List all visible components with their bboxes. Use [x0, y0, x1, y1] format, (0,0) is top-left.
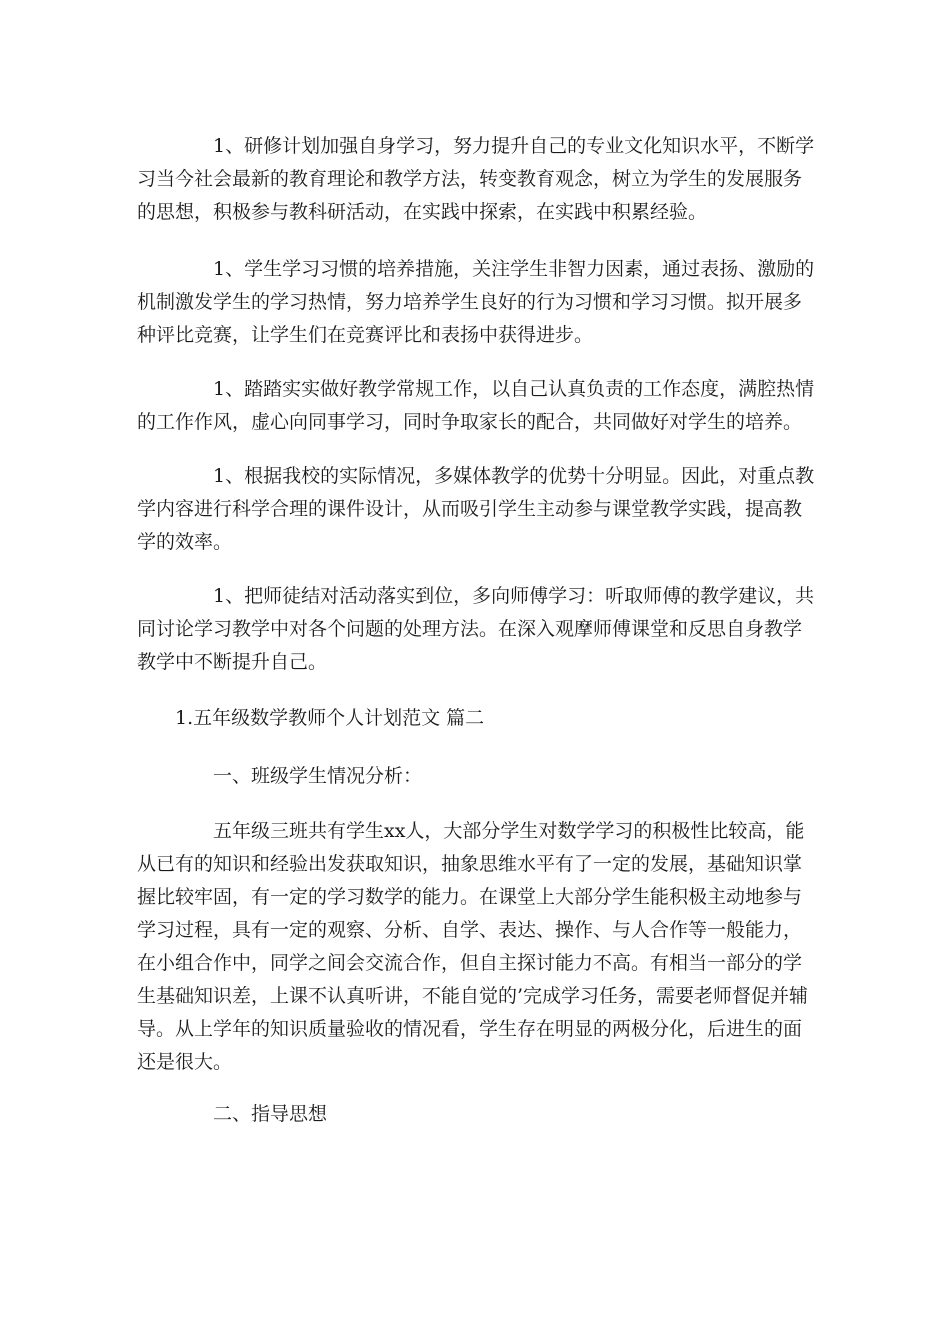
- paragraph-1: 1、研修计划加强自身学习，努力提升自己的专业文化知识水平，不断学习当今社会最新的教育理论和教学方法，转变教育观念，树立为学生的发展服务的思想，积极参与教科研活动，在实践中探索，在实践中积累经验。: [137, 135, 815, 223]
- subheading-guiding-thought: 二、指导思想: [213, 1103, 328, 1125]
- subheading-student-analysis: 一、班级学生情况分析：: [213, 765, 423, 787]
- paragraph-2: 1、学生学习习惯的培养措施，关注学生非智力因素，通过表扬、激励的机制激发学生的学习热情，努力培养学生良好的行为习惯和学习习惯。拟开展多种评比竞赛，让学生们在竞赛评比和表扬中获得进步。: [137, 258, 815, 346]
- paragraph-4: 1、根据我校的实际情况，多媒体教学的优势十分明显。因此，对重点教学内容进行科学合理的课件设计，从而吸引学生主动参与课堂教学实践，提高教学的效率。: [137, 465, 815, 553]
- analysis-paragraph: 五年级三班共有学生xx人，大部分学生对数学学习的积极性比较高，能从已有的知识和经验出发获取知识，抽象思维水平有了一定的发展，基础知识掌握比较牢固，有一定的学习数学的能力。在课堂上大部分学生能积极主动地参与学习过程，具有一定的观察、分析、自学、表达、操作、与人合作等一般能力，在小组合作中，同学之间会交流合作，但自主探讨能力不高。有相当一部分的学生基础知识差，上课不认真听讲，不能自觉的’完成学习任务，需要老师督促并辅导。从上学年的知识质量验收的情况看，学生存在明显的两极分化，后进生的面还是很大。: [137, 820, 809, 1073]
- paragraph-5: 1、把师徒结对活动落实到位，多向师傅学习：听取师傅的教学建议，共同讨论学习教学中对各个问题的处理方法。在深入观摩师傅课堂和反思自身教学教学中不断提升自己。: [137, 585, 815, 673]
- paragraph-3: 1、踏踏实实做好教学常规工作，以自己认真负责的工作态度，满腔热情的工作作风，虚心向同事学习，同时争取家长的配合，共同做好对学生的培养。: [137, 378, 815, 433]
- section-title: 1.五年级数学教师个人计划范文 篇二: [175, 707, 485, 729]
